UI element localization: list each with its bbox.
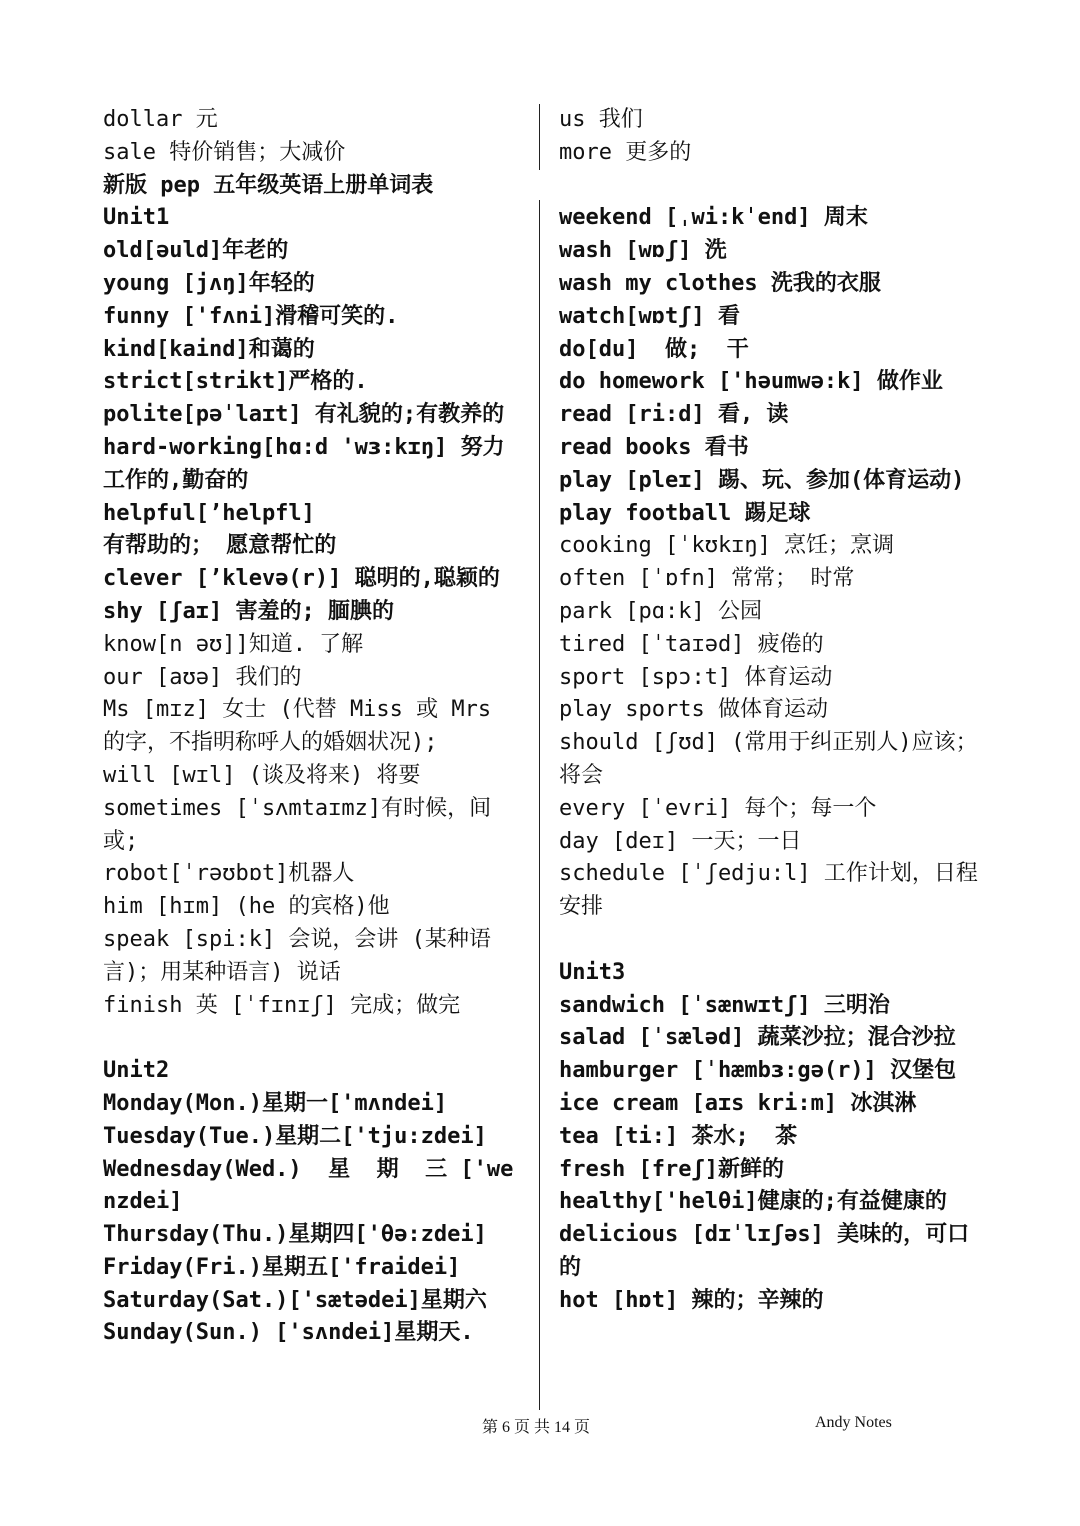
vocab-entry: Friday(Fri.)星期五['fraidei] (103, 1254, 461, 1280)
vocab-entry: Ms [mɪz] 女士 (代替 Miss 或 Mrs 的字，不指明称呼人的婚姻状况); (103, 697, 505, 756)
blank-line (559, 170, 981, 203)
vocab-entry: day [deɪ] 一天；一日 (559, 828, 802, 854)
vocab-entry: salad [ˈsæləd] 蔬菜沙拉；混合沙拉 (559, 1025, 956, 1051)
vocab-entry: sometimes [ˈsʌmtaɪmz]有时候，间或; (103, 795, 492, 854)
vocab-entry: hot [hɒt] 辣的；辛辣的 (559, 1287, 824, 1313)
column-divider (539, 200, 540, 1410)
vocab-entry: know[n əʊ]]知道. 了解 (103, 631, 364, 657)
vocab-entry: wash [wɒʃ] 洗 (559, 238, 727, 264)
vocab-entry: tea [ti:] 茶水; 茶 (559, 1123, 798, 1149)
column-divider-top (539, 104, 540, 170)
vocab-entry: park [pɑ:k] 公园 (559, 598, 762, 624)
vocab-entry: Thursday(Thu.)星期四['θə:zdei] (103, 1222, 487, 1248)
vocab-entry: sport [spɔ:t] 体育运动 (559, 664, 833, 690)
vocab-entry: should [ʃʊd] (常用于纠正别人)应该； 将会 (559, 730, 991, 788)
vocab-entry: Tuesday(Tue.)星期二['tju:zdei] (103, 1123, 487, 1149)
vocab-entry: hard-working[hɑ:d 'wɜ:kɪŋ] 努力工作的,勤奋的 (103, 434, 505, 493)
vocab-entry: read books 看书 (559, 434, 749, 460)
vocab-entry: healthy['helθi]健康的;有益健康的 (559, 1189, 947, 1215)
vocab-entry: polite[pəˈlaɪt] 有礼貌的;有教养的 (103, 402, 505, 428)
unit-heading: Unit3 (559, 959, 626, 985)
vocab-entry: shy [ʃaɪ] 害羞的; 腼腆的 (103, 598, 394, 624)
vocab-entry: schedule [ˈʃedju:l] 工作计划，日程安排 (559, 861, 978, 920)
vocab-entry: watch[wɒtʃ] 看 (559, 303, 740, 329)
vocab-entry: weekend [ˌwi:kˈend] 周末 (559, 205, 868, 231)
unit-heading: Unit1 (103, 205, 170, 231)
vocab-entry: us 我们 (559, 107, 643, 132)
vocab-entry: kind[kaind]和蔼的 (103, 336, 315, 362)
vocab-entry: do homework ['həumwə:k] 做作业 (559, 369, 943, 395)
vocab-entry: delicious [dɪˈlɪʃəs] 美味的，可口的 (559, 1222, 970, 1280)
vocab-entry: more 更多的 (559, 139, 692, 165)
vocab-entry: ice cream [aɪs kri:m] 冰淇淋 (559, 1090, 917, 1116)
footer-brand: Andy Notes (815, 1414, 892, 1431)
vocab-entry: Saturday(Sat.)['sætədei]星期六 (103, 1287, 487, 1313)
vocab-entry: robot[ˈrəʊbɒt]机器人 (103, 861, 355, 887)
vocab-entry: him [hɪm] (he 的宾格)他 (103, 894, 390, 920)
vocab-entry: Sunday(Sun.) ['sʌndei]星期天. (103, 1320, 474, 1346)
vocab-entry: our [aʊə] 我们的 (103, 664, 302, 690)
vocab-entry: Wednesday(Wed.) 星 期 三 ['wenzdei] (103, 1156, 514, 1215)
vocab-entry: funny ['fʌni]滑稽可笑的. (103, 303, 399, 329)
vocab-entry: will [wɪl] (谈及将来) 将要 (103, 762, 421, 788)
unit-heading: Unit2 (103, 1058, 170, 1084)
page-number: 第 6 页 共 14 页 (482, 1419, 591, 1436)
vocab-entry: read [ri:d] 看, 读 (559, 402, 789, 428)
vocab-entry: every [ˈevri] 每个；每一个 (559, 795, 877, 821)
vocab-entry: play sports 做体育运动 (559, 697, 828, 723)
vocab-entry: dollar 元 (103, 107, 218, 132)
blank-line (559, 924, 981, 957)
vocab-entry: finish 英 [ˈfɪnɪʃ] 完成；做完 (103, 992, 461, 1018)
vocab-entry: often [ˈɒfn] 常常； 时常 (559, 566, 855, 592)
blank-line (103, 1022, 523, 1055)
vocab-entry: sale 特价销售；大减价 (103, 139, 346, 165)
vocab-entry: sandwich [ˈsænwɪtʃ] 三明治 (559, 992, 890, 1018)
vocab-entry: fresh [freʃ]新鲜的 (559, 1156, 784, 1182)
vocab-entry: Monday(Mon.)星期一['mʌndei] (103, 1090, 448, 1116)
vocab-entry: 有帮助的； 愿意帮忙的 (103, 533, 337, 559)
vocab-entry: hamburger [ˈhæmbɜ:gə(r)] 汉堡包 (559, 1058, 957, 1084)
vocab-entry: speak [spi:k] 会说，会讲 (某种语言)；用某种语言) 说话 (103, 926, 491, 985)
vocab-entry: helpful[’helpfl] (103, 500, 315, 526)
vocab-entry: play [pleɪ] 踢、玩、参加(体育运动) (559, 467, 965, 493)
vocab-entry: cooking [ˈkʊkɪŋ] 烹饪；烹调 (559, 533, 895, 559)
vocab-entry: do[du] 做; 干 (559, 336, 749, 362)
vocab-entry: 新版 pep 五年级英语上册单词表 (103, 172, 434, 198)
vocab-entry: wash my clothes 洗我的衣服 (559, 270, 881, 296)
vocab-entry: play football 踢足球 (559, 500, 811, 526)
vocab-entry: old[əuld]年老的 (103, 238, 289, 264)
vocab-entry: young [jʌŋ]年轻的 (103, 270, 315, 296)
vocab-entry: clever [’klevə(r)] 聪明的,聪颖的 (103, 566, 500, 592)
vocab-entry: strict[strikt]严格的. (103, 369, 368, 395)
vocab-entry: tired [ˈtaɪəd] 疲倦的 (559, 631, 824, 657)
right-vocabulary-column (559, 104, 991, 1317)
left-vocabulary-column (103, 104, 523, 1350)
